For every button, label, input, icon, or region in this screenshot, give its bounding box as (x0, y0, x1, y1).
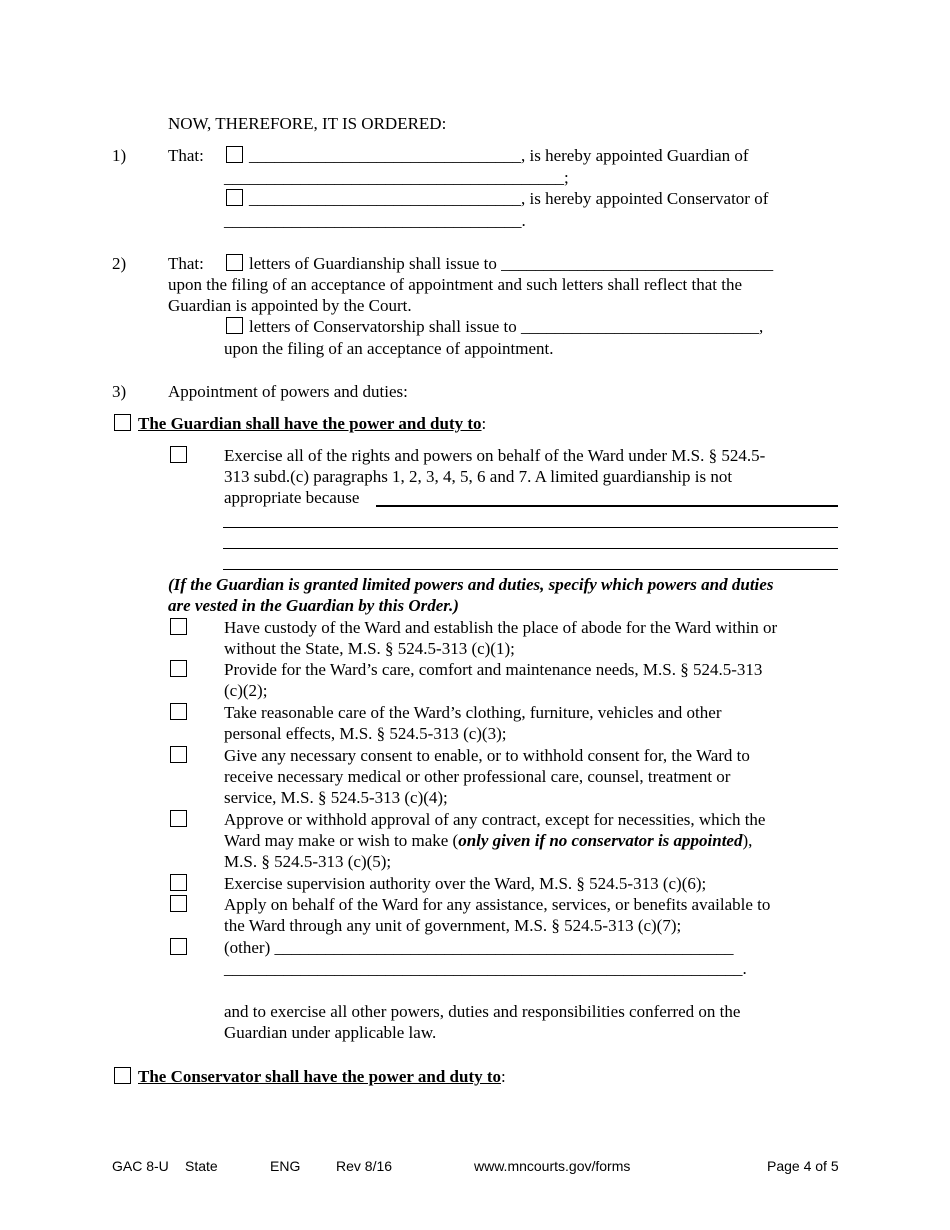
reason-line-2[interactable] (223, 527, 838, 528)
item-3-text: Appointment of powers and duties: (168, 382, 408, 401)
guardian-appointment-line: ________________________________, is hereby appointed Guardian of (249, 146, 749, 165)
conservator-appointment-checkbox[interactable] (226, 189, 243, 206)
conservator-powers-heading: The Conservator shall have the power and duty to: (138, 1067, 506, 1086)
footer-page-number: Page 4 of 5 (767, 1158, 839, 1174)
letters-guardianship-text-3: Guardian is appointed by the Court. (168, 296, 412, 315)
letters-guardianship-checkbox[interactable] (226, 254, 243, 271)
item-1-that: That: (168, 146, 204, 165)
guardian-powers-heading: The Guardian shall have the power and duty to: (138, 414, 487, 433)
contract-approval-text-3: M.S. § 524.5-313 (c)(5); (224, 852, 392, 871)
letters-guardianship-line: letters of Guardianship shall issue to ________________________________ (249, 254, 774, 273)
footer-state: State (185, 1158, 218, 1174)
custody-text-1: Have custody of the Ward and establish the place of abode for the Ward within or (224, 618, 778, 637)
reason-line-4[interactable] (223, 569, 838, 570)
medical-consent-checkbox[interactable] (170, 746, 187, 763)
apply-benefits-text-2: the Ward through any unit of government, M.S. § 524.5-313 (c)(7); (224, 916, 682, 935)
item-1-number: 1) (112, 146, 127, 165)
exercise-all-text-3: appropriate because (224, 488, 360, 507)
contract-approval-text-2: Ward may make or wish to make (only given if no conservator is appointed), (224, 831, 753, 850)
item-2-that: That: (168, 254, 204, 273)
personal-effects-text-1: Take reasonable care of the Ward’s clothing, furniture, vehicles and other (224, 703, 722, 722)
supervision-text: Exercise supervision authority over the Ward, M.S. § 524.5-313 (c)(6); (224, 874, 707, 893)
other-power-checkbox[interactable] (170, 938, 187, 955)
supervision-checkbox[interactable] (170, 874, 187, 891)
contract-approval-text-1: Approve or withhold approval of any contract, except for necessities, which the (224, 810, 766, 829)
medical-consent-text-1: Give any necessary consent to enable, or to withhold consent for, the Ward to (224, 746, 750, 765)
footer-revision: Rev 8/16 (336, 1158, 393, 1174)
other-power-line-2: _____________________________________________________________. (224, 959, 747, 978)
apply-benefits-checkbox[interactable] (170, 895, 187, 912)
conservator-powers-checkbox[interactable] (114, 1067, 131, 1084)
order-heading: NOW, THEREFORE, IT IS ORDERED: (168, 114, 447, 133)
letters-conservatorship-line: letters of Conservatorship shall issue to ____________________________, (249, 317, 764, 336)
item-3-number: 3) (112, 382, 127, 401)
letters-guardianship-text-2: upon the filing of an acceptance of appointment and such letters shall reflect that the (168, 275, 743, 294)
custody-checkbox[interactable] (170, 618, 187, 635)
limited-note-1: (If the Guardian is granted limited powers and duties, specify which powers and duties (168, 575, 774, 594)
personal-effects-checkbox[interactable] (170, 703, 187, 720)
custody-text-2: without the State, M.S. § 524.5-313 (c)(1); (224, 639, 515, 658)
contract-approval-checkbox[interactable] (170, 810, 187, 827)
footer-form-id: GAC 8-U (112, 1158, 169, 1174)
exercise-all-rights-checkbox[interactable] (170, 446, 187, 463)
guardian-of-line: ________________________________________; (224, 168, 569, 187)
item-2-number: 2) (112, 254, 127, 273)
care-text-2: (c)(2); (224, 681, 268, 700)
personal-effects-text-2: personal effects, M.S. § 524.5-313 (c)(3); (224, 724, 507, 743)
exercise-all-text-2: 313 subd.(c) paragraphs 1, 2, 3, 4, 5, 6 and 7. A limited guardianship is not (224, 467, 733, 486)
guardian-appointment-checkbox[interactable] (226, 146, 243, 163)
closing-text-2: Guardian under applicable law. (224, 1023, 437, 1042)
footer-url[interactable]: www.mncourts.gov/forms (474, 1158, 631, 1174)
limited-note-2: are vested in the Guardian by this Order.) (168, 596, 459, 615)
guardian-powers-checkbox[interactable] (114, 414, 131, 431)
care-text-1: Provide for the Ward’s care, comfort and maintenance needs, M.S. § 524.5-313 (224, 660, 763, 679)
care-checkbox[interactable] (170, 660, 187, 677)
medical-consent-text-2: receive necessary medical or other professional care, counsel, treatment or (224, 767, 731, 786)
other-power-line-1: (other) ______________________________________________________ (224, 938, 734, 957)
conservator-of-line: ___________________________________. (224, 211, 526, 230)
closing-text-1: and to exercise all other powers, duties and responsibilities conferred on the (224, 1002, 741, 1021)
medical-consent-text-3: service, M.S. § 524.5-313 (c)(4); (224, 788, 448, 807)
conservator-appointment-line: ________________________________, is hereby appointed Conservator of (249, 189, 769, 208)
exercise-all-text-1: Exercise all of the rights and powers on behalf of the Ward under M.S. § 524.5- (224, 446, 766, 465)
reason-line-3[interactable] (223, 548, 838, 549)
letters-conservatorship-checkbox[interactable] (226, 317, 243, 334)
letters-conservatorship-text-2: upon the filing of an acceptance of appointment. (224, 339, 554, 358)
apply-benefits-text-1: Apply on behalf of the Ward for any assistance, services, or benefits available to (224, 895, 771, 914)
reason-line-1[interactable] (376, 505, 838, 507)
footer-language: ENG (270, 1158, 301, 1174)
